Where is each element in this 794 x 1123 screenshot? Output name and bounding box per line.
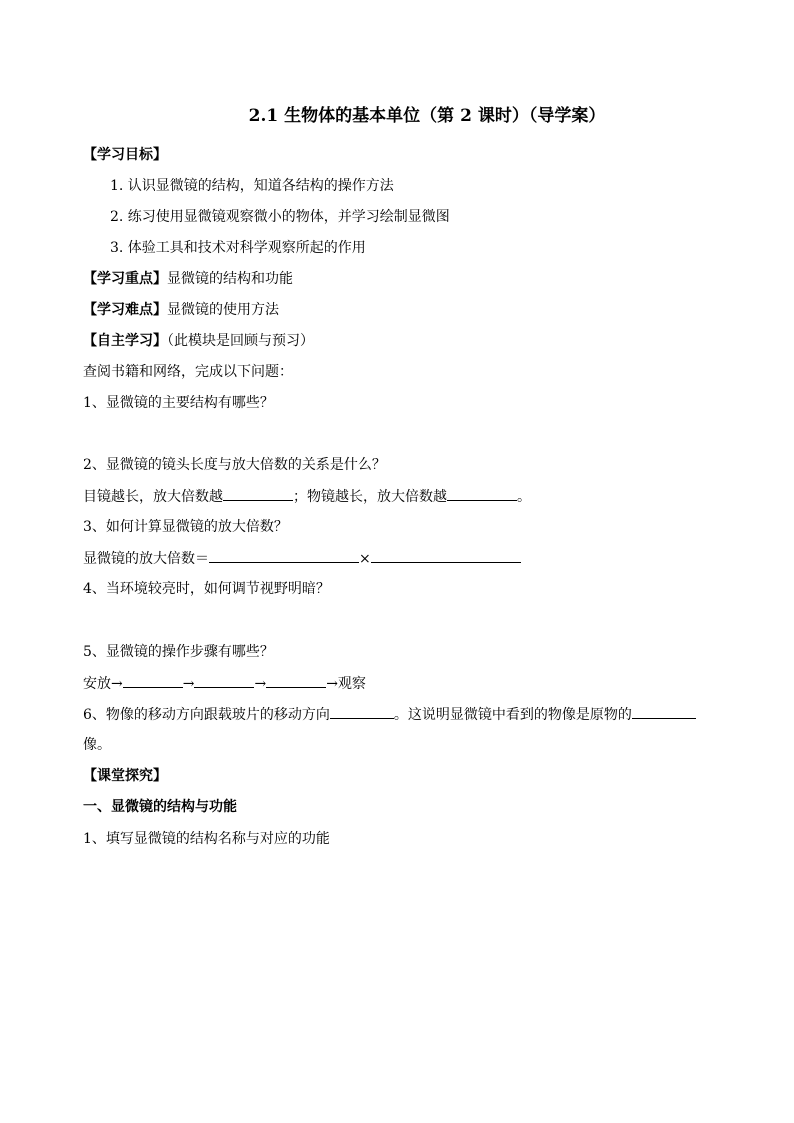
difficulty-text: 显微镜的使用方法 — [167, 302, 279, 318]
question-2: 2、显微镜的镜头长度与放大倍数的关系是什么？ — [83, 457, 386, 473]
q2-text-b: ；物镜越长，放大倍数越 — [293, 489, 447, 505]
answer-blank[interactable] — [194, 673, 254, 688]
self-study-note: （此模块是回顾与预习） — [167, 333, 314, 349]
self-study-intro: 查阅书籍和网络，完成以下问题： — [83, 364, 293, 380]
key-point-line — [83, 269, 293, 289]
self-study-line — [83, 331, 314, 351]
difficulty-line — [83, 300, 279, 320]
answer-blank[interactable] — [371, 548, 521, 563]
section-1-item-1: 1、填写显微镜的结构名称与对应的功能 — [83, 831, 330, 847]
objective-item-3: 3. 体验工具和技术对科学观察所起的作用 — [110, 240, 366, 256]
key-point-text: 显微镜的结构和功能 — [167, 271, 293, 287]
question-4: 4、当环境较亮时，如何调节视野明暗？ — [83, 581, 330, 597]
classroom-heading: 【课堂探究】 — [83, 768, 167, 784]
q5-arrow: → — [182, 676, 195, 692]
answer-blank[interactable] — [632, 704, 696, 719]
answer-blank[interactable] — [223, 486, 293, 501]
q2-text-c: 。 — [517, 489, 531, 505]
question-3: 3、如何计算显微镜的放大倍数？ — [83, 519, 288, 535]
question-2-answer-line — [83, 486, 531, 507]
answer-blank[interactable] — [209, 548, 359, 563]
q5-arrow: → — [254, 676, 267, 692]
q3-text-a: 显微镜的放大倍数＝ — [83, 551, 209, 567]
section-1-heading: 一、显微镜的结构与功能 — [83, 799, 237, 815]
question-6-line-2: 像。 — [83, 737, 111, 753]
difficulty-label: 【学习难点】 — [83, 302, 167, 318]
answer-blank[interactable] — [330, 704, 394, 719]
objectives-heading: 【学习目标】 — [83, 147, 167, 163]
answer-blank[interactable] — [123, 673, 183, 688]
q5-text-a: 安放→ — [83, 676, 123, 692]
q5-text-end: →观察 — [326, 676, 366, 692]
q6-text-b: 。这说明显微镜中看到的物像是原物的 — [393, 707, 632, 723]
q6-text-a: 6、物像的移动方向跟载玻片的移动方向 — [83, 707, 330, 723]
q2-text-a: 目镜越长，放大倍数越 — [83, 489, 223, 505]
answer-blank[interactable] — [266, 673, 326, 688]
key-point-label: 【学习重点】 — [83, 271, 167, 287]
page-title: 2.1 生物体的基本单位（第 2 课时）（导学案） — [248, 106, 606, 126]
self-study-label: 【自主学习】 — [83, 333, 167, 349]
question-5: 5、显微镜的操作步骤有哪些？ — [83, 644, 274, 660]
question-6-line — [83, 704, 696, 725]
answer-blank[interactable] — [447, 486, 517, 501]
question-3-answer-line — [83, 548, 521, 569]
question-1: 1、显微镜的主要结构有哪些？ — [83, 395, 274, 411]
q3-text-b: × — [359, 551, 371, 567]
objective-item-1: 1. 认识显微镜的结构，知道各结构的操作方法 — [110, 178, 394, 194]
objective-item-2: 2. 练习使用显微镜观察微小的物体，并学习绘制显微图 — [110, 209, 450, 225]
question-5-answer-line — [83, 673, 366, 694]
